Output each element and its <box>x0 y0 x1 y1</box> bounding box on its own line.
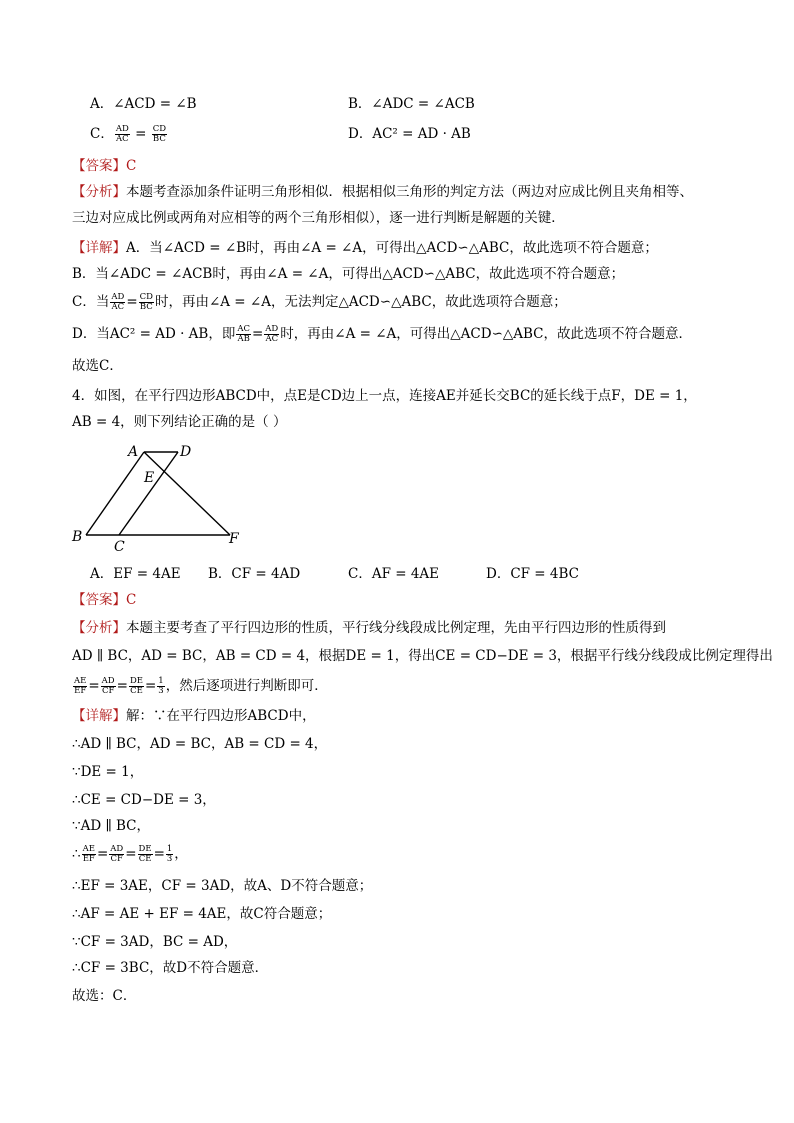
q4-option-b: B．CF = 4AD <box>208 566 301 582</box>
label-d: D <box>180 444 192 460</box>
fraction: $\frac{AD}{AC}$ <box>115 124 129 144</box>
q3-detail-a: 【详解】A．当∠ACD = ∠B时，再由∠A = ∠A，可得出△ACD∽△ABC，故此选项不符合题意； <box>72 240 658 256</box>
q4-analysis-line-2: AD ∥ BC，AD = BC，AB = CD = 4，根据DE = 1，得出CE = CD−DE = 3，根据平行线分线段成比例定理得出 <box>72 648 773 664</box>
label-f: F <box>229 531 239 547</box>
q4-step-4: ∵AD ∥ BC， <box>72 818 150 834</box>
parallelogram-figure <box>66 438 256 558</box>
q3-option-b: B．∠ADC = ∠ACB <box>348 96 475 112</box>
q4-step-7: ∴AF = AE + EF = 4AE，故C符合题意； <box>72 906 332 922</box>
label-c: C <box>114 539 125 555</box>
q4-step-8: ∵CF = 3AD，BC = AD， <box>72 934 238 950</box>
q4-step-5: ∴ $\frac{AE}{EF}$ = $\frac{AD}{CF}$ = $\frac{DE}{CE}$ = $\frac{1}{3}$ ， <box>72 844 188 864</box>
q4-step-3: ∴CE = CD−DE = 3， <box>72 792 216 808</box>
q3-analysis-line-2: 三边对应成比例或两角对应相等的两个三角形相似），逐一进行判断是解题的关键． <box>72 210 565 226</box>
q4-option-d: D．CF = 4BC <box>486 566 580 582</box>
q4-answer: 【答案】C <box>72 592 137 608</box>
q3-choose: 故选C． <box>72 358 123 374</box>
q4-step-9: ∴CF = 3BC，故D不符合题意． <box>72 960 269 976</box>
q4-option-a: A．EF = 4AE <box>90 566 181 582</box>
q4-choose: 故选：C． <box>72 988 137 1004</box>
label-a: A <box>128 444 139 460</box>
q4-stem-line-2: AB = 4，则下列结论正确的是（ ） <box>72 414 287 430</box>
equals-sign: = <box>135 126 147 142</box>
q3-option-c-label: C． <box>90 126 114 142</box>
label-e: E <box>144 470 155 486</box>
q3-detail-d: D．当AC² = AD · AB，即 $\frac{AC}{AB}$ = $\frac{AD}{AC}$ 时，再由∠A = ∠A，可得出△ACD∽△ABC，故此选项不符合题意． <box>72 324 693 344</box>
fraction: $\frac{CD}{BC}$ <box>152 124 167 144</box>
q4-analysis-line-1: 【分析】本题主要考查了平行四边形的性质，平行线分线段成比例定理，先由平行四边形的性质得到 <box>72 620 666 636</box>
q4-step-1: ∴AD ∥ BC，AD = BC，AB = CD = 4， <box>72 736 328 752</box>
q4-option-c: C．AF = 4AE <box>348 566 440 582</box>
q4-analysis-line-3: $\frac{AE}{EF}$ = $\frac{AD}{CF}$ = $\frac{DE}{CE}$ = $\frac{1}{3}$ ，然后逐项进行判断即可． <box>74 676 328 696</box>
q4-step-2: ∵DE = 1， <box>72 764 144 780</box>
q4-stem-line-1: 4．如图，在平行四边形ABCD中，点E是CD边上一点，连接AE并延长交BC的延长线于点F，DE = 1， <box>72 388 697 404</box>
q3-detail-b: B．当∠ADC = ∠ACB时，再由∠A = ∠A，可得出△ACD∽△ABC，故此选项不符合题意； <box>72 266 625 282</box>
line-ab <box>86 452 144 535</box>
q3-option-c <box>90 124 168 144</box>
line-af <box>144 452 230 535</box>
q4-step-6: ∴EF = 3AE，CF = 3AD，故A、D不符合题意； <box>72 878 373 894</box>
q3-option-a: A．∠ACD = ∠B <box>90 96 197 112</box>
q3-detail-c: C．当 $\frac{AD}{AC}$ = $\frac{CD}{BC}$ 时，再由∠A = ∠A，无法判定△ACD∽△ABC，故此选项符合题意； <box>72 292 567 312</box>
q3-analysis-line-1: 【分析】本题考查添加条件证明三角形相似．根据相似三角形的判定方法（两边对应成比例且夹角相等、 <box>72 184 693 200</box>
q3-option-d: D．AC² = AD · AB <box>348 126 471 142</box>
line-dc <box>119 452 178 535</box>
q4-detail-head: 【详解】解：∵在平行四边形ABCD中， <box>72 708 316 724</box>
q3-answer: 【答案】C <box>72 158 137 174</box>
label-b: B <box>72 529 83 545</box>
